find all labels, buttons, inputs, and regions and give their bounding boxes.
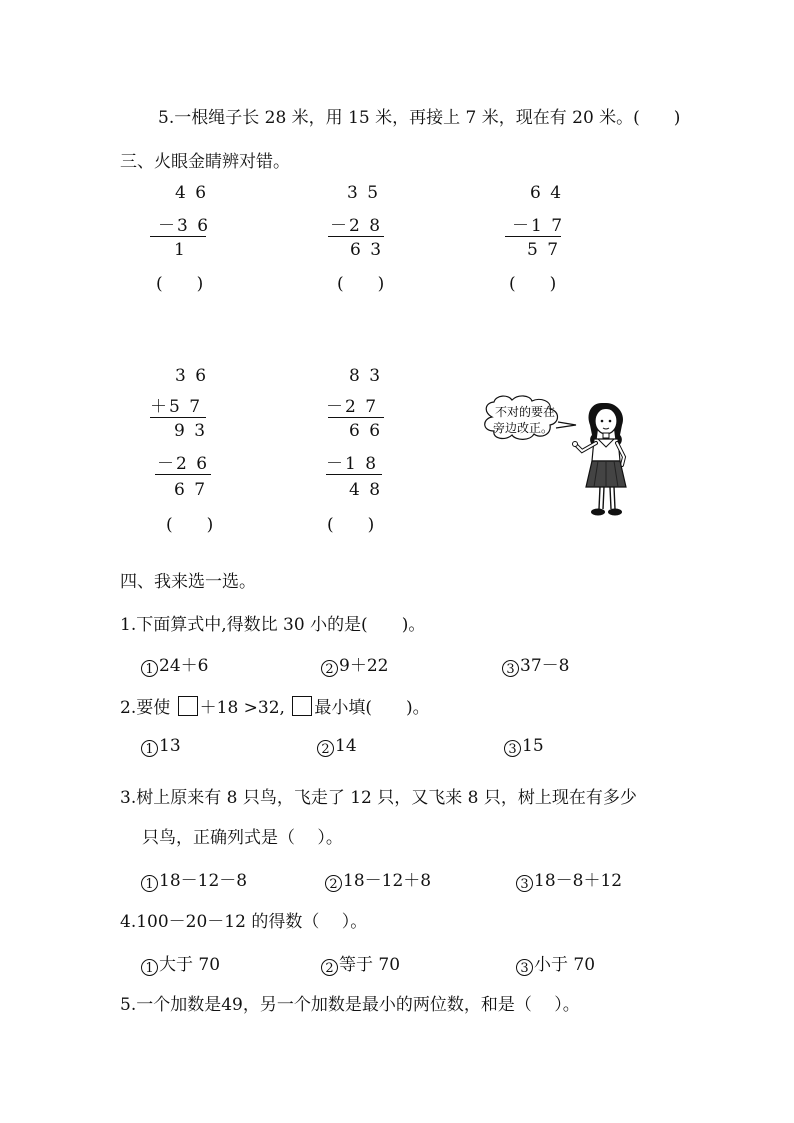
- calc-top: 3 5: [347, 183, 381, 203]
- option-text: 37－8: [520, 656, 570, 676]
- option-text: 14: [335, 736, 357, 756]
- circled-number: 2: [325, 875, 342, 892]
- calc-middle: 6 6: [349, 421, 383, 441]
- option-text: 小于 70: [534, 955, 596, 975]
- calc-result: 6 7: [174, 480, 208, 500]
- section-title: 三、火眼金睛辨对错。: [120, 152, 290, 172]
- question-text: 5.一根绳子长 28 米，用 15 米，再接上 7 米，现在有 20 米。( ): [158, 108, 681, 128]
- circled-number: 2: [321, 959, 338, 976]
- option-text: 18－12＋8: [343, 871, 432, 891]
- answer-paren[interactable]: ( ): [156, 274, 204, 294]
- option-2[interactable]: [321, 651, 388, 677]
- calc-operand: －3 6: [158, 216, 211, 236]
- option-text: 18－12－8: [159, 871, 248, 891]
- bubble-line-1: 不对的要在: [495, 405, 556, 419]
- calc-result: 4 8: [349, 480, 383, 500]
- option-3[interactable]: [504, 736, 544, 757]
- option-text: 13: [159, 736, 181, 756]
- question-text-continued: 只鸟，正确列式是（ ）。: [142, 828, 343, 848]
- bubble-line-2: 旁边改正。: [493, 421, 554, 435]
- section-title: 四、我来选一选。: [120, 572, 256, 592]
- calc-rule: [505, 236, 561, 237]
- circled-number: 2: [317, 740, 334, 757]
- calc-rule: [328, 236, 384, 237]
- calc-operand: －1 8: [326, 454, 379, 474]
- blank-box[interactable]: [178, 696, 198, 716]
- calc-top: 3 6: [175, 366, 209, 386]
- calc-result: 5 7: [527, 240, 561, 260]
- answer-paren[interactable]: ( ): [327, 515, 375, 535]
- option-3[interactable]: [502, 651, 569, 677]
- option-text: 24＋6: [159, 656, 209, 676]
- calc-operand: －2 7: [326, 397, 379, 417]
- option-1[interactable]: [141, 736, 181, 757]
- option-1[interactable]: [141, 950, 220, 976]
- answer-paren[interactable]: ( ): [509, 274, 557, 294]
- circled-number: 1: [141, 959, 158, 976]
- calc-middle: 9 3: [174, 421, 208, 441]
- calc-operand: －1 7: [512, 216, 565, 236]
- circled-number: 3: [504, 740, 521, 757]
- question-text: [120, 693, 430, 718]
- blank-box[interactable]: [292, 696, 312, 716]
- option-text: 大于 70: [159, 955, 221, 975]
- option-1[interactable]: [141, 651, 208, 677]
- calc-operand: ＋5 7: [150, 397, 203, 417]
- option-text: 18－8＋12: [534, 871, 623, 891]
- calc-result: 6 3: [350, 240, 384, 260]
- circled-number: 1: [141, 740, 158, 757]
- calc-result: 1: [174, 240, 187, 260]
- option-text: 等于 70: [339, 955, 401, 975]
- calc-top: 6 4: [530, 183, 564, 203]
- question-mid: ＋18 >32,: [199, 698, 285, 718]
- option-3[interactable]: [516, 950, 595, 976]
- option-text: 15: [522, 736, 544, 756]
- girl-drawing-icon: [478, 395, 643, 525]
- calc-top: 8 3: [349, 366, 383, 386]
- girl-illustration: [478, 395, 643, 525]
- option-2[interactable]: [317, 736, 357, 757]
- question-text: 5.一个加数是49，另一个加数是最小的两位数，和是（ ）。: [120, 995, 580, 1015]
- circled-number: 2: [321, 660, 338, 677]
- calc-rule: [328, 417, 384, 418]
- answer-paren[interactable]: ( ): [337, 274, 385, 294]
- calc-rule: [155, 474, 211, 475]
- option-3[interactable]: [516, 866, 622, 892]
- circled-number: 1: [141, 660, 158, 677]
- option-text: 9＋22: [339, 656, 389, 676]
- calc-top: 4 6: [175, 183, 209, 203]
- option-2[interactable]: [321, 950, 400, 976]
- question-post: 最小填( )。: [314, 698, 430, 718]
- calc-rule: [150, 417, 206, 418]
- question-text: 4.100－20－12 的得数（ ）。: [120, 912, 368, 932]
- circled-number: 3: [502, 660, 519, 677]
- calc-rule: [150, 236, 206, 237]
- question-text: 3.树上原来有 8 只鸟，飞走了 12 只，又飞来 8 只，树上现在有多少: [120, 788, 637, 808]
- question-text: 1.下面算式中,得数比 30 小的是( )。: [120, 615, 426, 635]
- calc-operand: －2 6: [157, 454, 210, 474]
- calc-operand: －2 8: [330, 216, 383, 236]
- option-2[interactable]: [325, 866, 431, 892]
- question-pre: 2.要使: [120, 698, 171, 718]
- circled-number: 1: [141, 875, 158, 892]
- answer-paren[interactable]: ( ): [166, 515, 214, 535]
- option-1[interactable]: [141, 866, 247, 892]
- calc-rule: [326, 474, 382, 475]
- circled-number: 3: [516, 959, 533, 976]
- circled-number: 3: [516, 875, 533, 892]
